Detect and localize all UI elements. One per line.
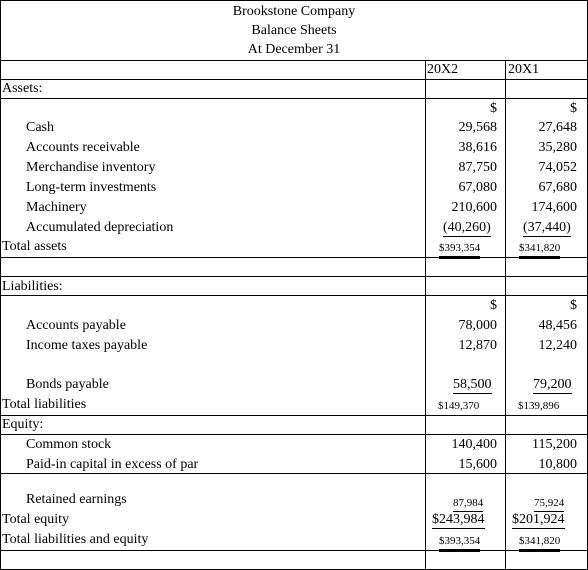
line-item-value: 87,984 (453, 495, 483, 512)
section-header-liabilities: Liabilities: (2, 279, 63, 294)
statement-title: Balance Sheets (251, 23, 337, 38)
line-item-label: Accounts payable (26, 318, 126, 333)
column-header-20x1: 20X1 (508, 62, 540, 77)
total-label: Total liabilities and equity (2, 532, 149, 547)
line-item-value: 67,080 (458, 180, 497, 195)
line-item-value: 67,680 (538, 180, 577, 195)
row-divider (1, 257, 587, 258)
line-item-value: 140,400 (451, 437, 497, 452)
line-item-value: 174,600 (531, 200, 577, 215)
row-divider (1, 434, 587, 435)
row-divider (1, 550, 587, 551)
total-value: $341,820 (519, 533, 560, 552)
column-header-20x2: 20X2 (427, 62, 459, 77)
line-item-label: Merchandise inventory (26, 160, 156, 175)
statement-date: At December 31 (247, 42, 341, 57)
line-item-value: 15,600 (458, 457, 497, 472)
row-divider (1, 473, 587, 474)
line-item-label: Accumulated depreciation (26, 220, 174, 235)
line-item-value: (40,260) (443, 220, 491, 235)
line-item-label: Income taxes payable (26, 338, 148, 353)
section-header-equity: Equity: (2, 417, 44, 432)
total-label: Total equity (2, 512, 70, 527)
total-value: $201,924 (512, 512, 565, 527)
line-item-label: Paid-in capital in excess of par (26, 457, 199, 472)
line-item-label: Machinery (26, 200, 87, 215)
col-divider-mid (505, 61, 506, 569)
line-item-label: Long-term investments (26, 180, 157, 195)
currency-symbol: $ (570, 101, 577, 116)
line-item-label: Bonds payable (26, 377, 109, 392)
line-item-value: 87,750 (458, 160, 497, 175)
row-divider (1, 415, 587, 416)
line-item-value: 12,870 (458, 338, 497, 353)
line-item-value: 58,500 (453, 377, 492, 392)
line-item-value: 35,280 (538, 140, 577, 155)
total-label: Total assets (2, 239, 67, 254)
line-item-value: 48,456 (538, 318, 577, 333)
total-label: Total liabilities (2, 397, 87, 412)
line-item-label: Retained earnings (26, 492, 127, 507)
line-item-value: 29,568 (458, 120, 497, 135)
line-item-label: Cash (26, 120, 54, 135)
line-item-value: 75,924 (534, 495, 564, 512)
row-divider (1, 276, 587, 277)
row-divider (1, 295, 587, 296)
line-item-value: 74,052 (538, 160, 577, 175)
total-value: $341,820 (519, 240, 560, 259)
line-item-value: 79,200 (533, 377, 572, 392)
line-item-value: (37,440) (523, 220, 571, 235)
total-value: $393,354 (439, 533, 480, 552)
currency-symbol: $ (490, 101, 497, 116)
col-divider-label (425, 61, 426, 569)
total-value: $149,370 (438, 400, 480, 412)
currency-symbol: $ (490, 298, 497, 313)
row-divider (1, 60, 587, 61)
currency-symbol: $ (570, 298, 577, 313)
line-item-value: 78,000 (458, 318, 497, 333)
line-item-label: Common stock (26, 437, 112, 452)
row-divider (1, 79, 587, 80)
line-item-label: Accounts receivable (26, 140, 140, 155)
line-item-value: 115,200 (532, 437, 577, 452)
row-divider (1, 98, 587, 99)
line-item-value: 210,600 (451, 200, 497, 215)
line-item-value: 12,240 (538, 338, 577, 353)
line-item-value: 27,648 (538, 120, 577, 135)
section-header-assets: Assets: (2, 81, 43, 96)
total-value: $139,896 (518, 400, 560, 412)
line-item-value: 38,616 (458, 140, 497, 155)
total-value: $393,354 (439, 240, 480, 259)
line-item-value: 10,800 (538, 457, 577, 472)
total-value: $243,984 (432, 512, 485, 527)
company-name: Brookstone Company (232, 4, 356, 19)
